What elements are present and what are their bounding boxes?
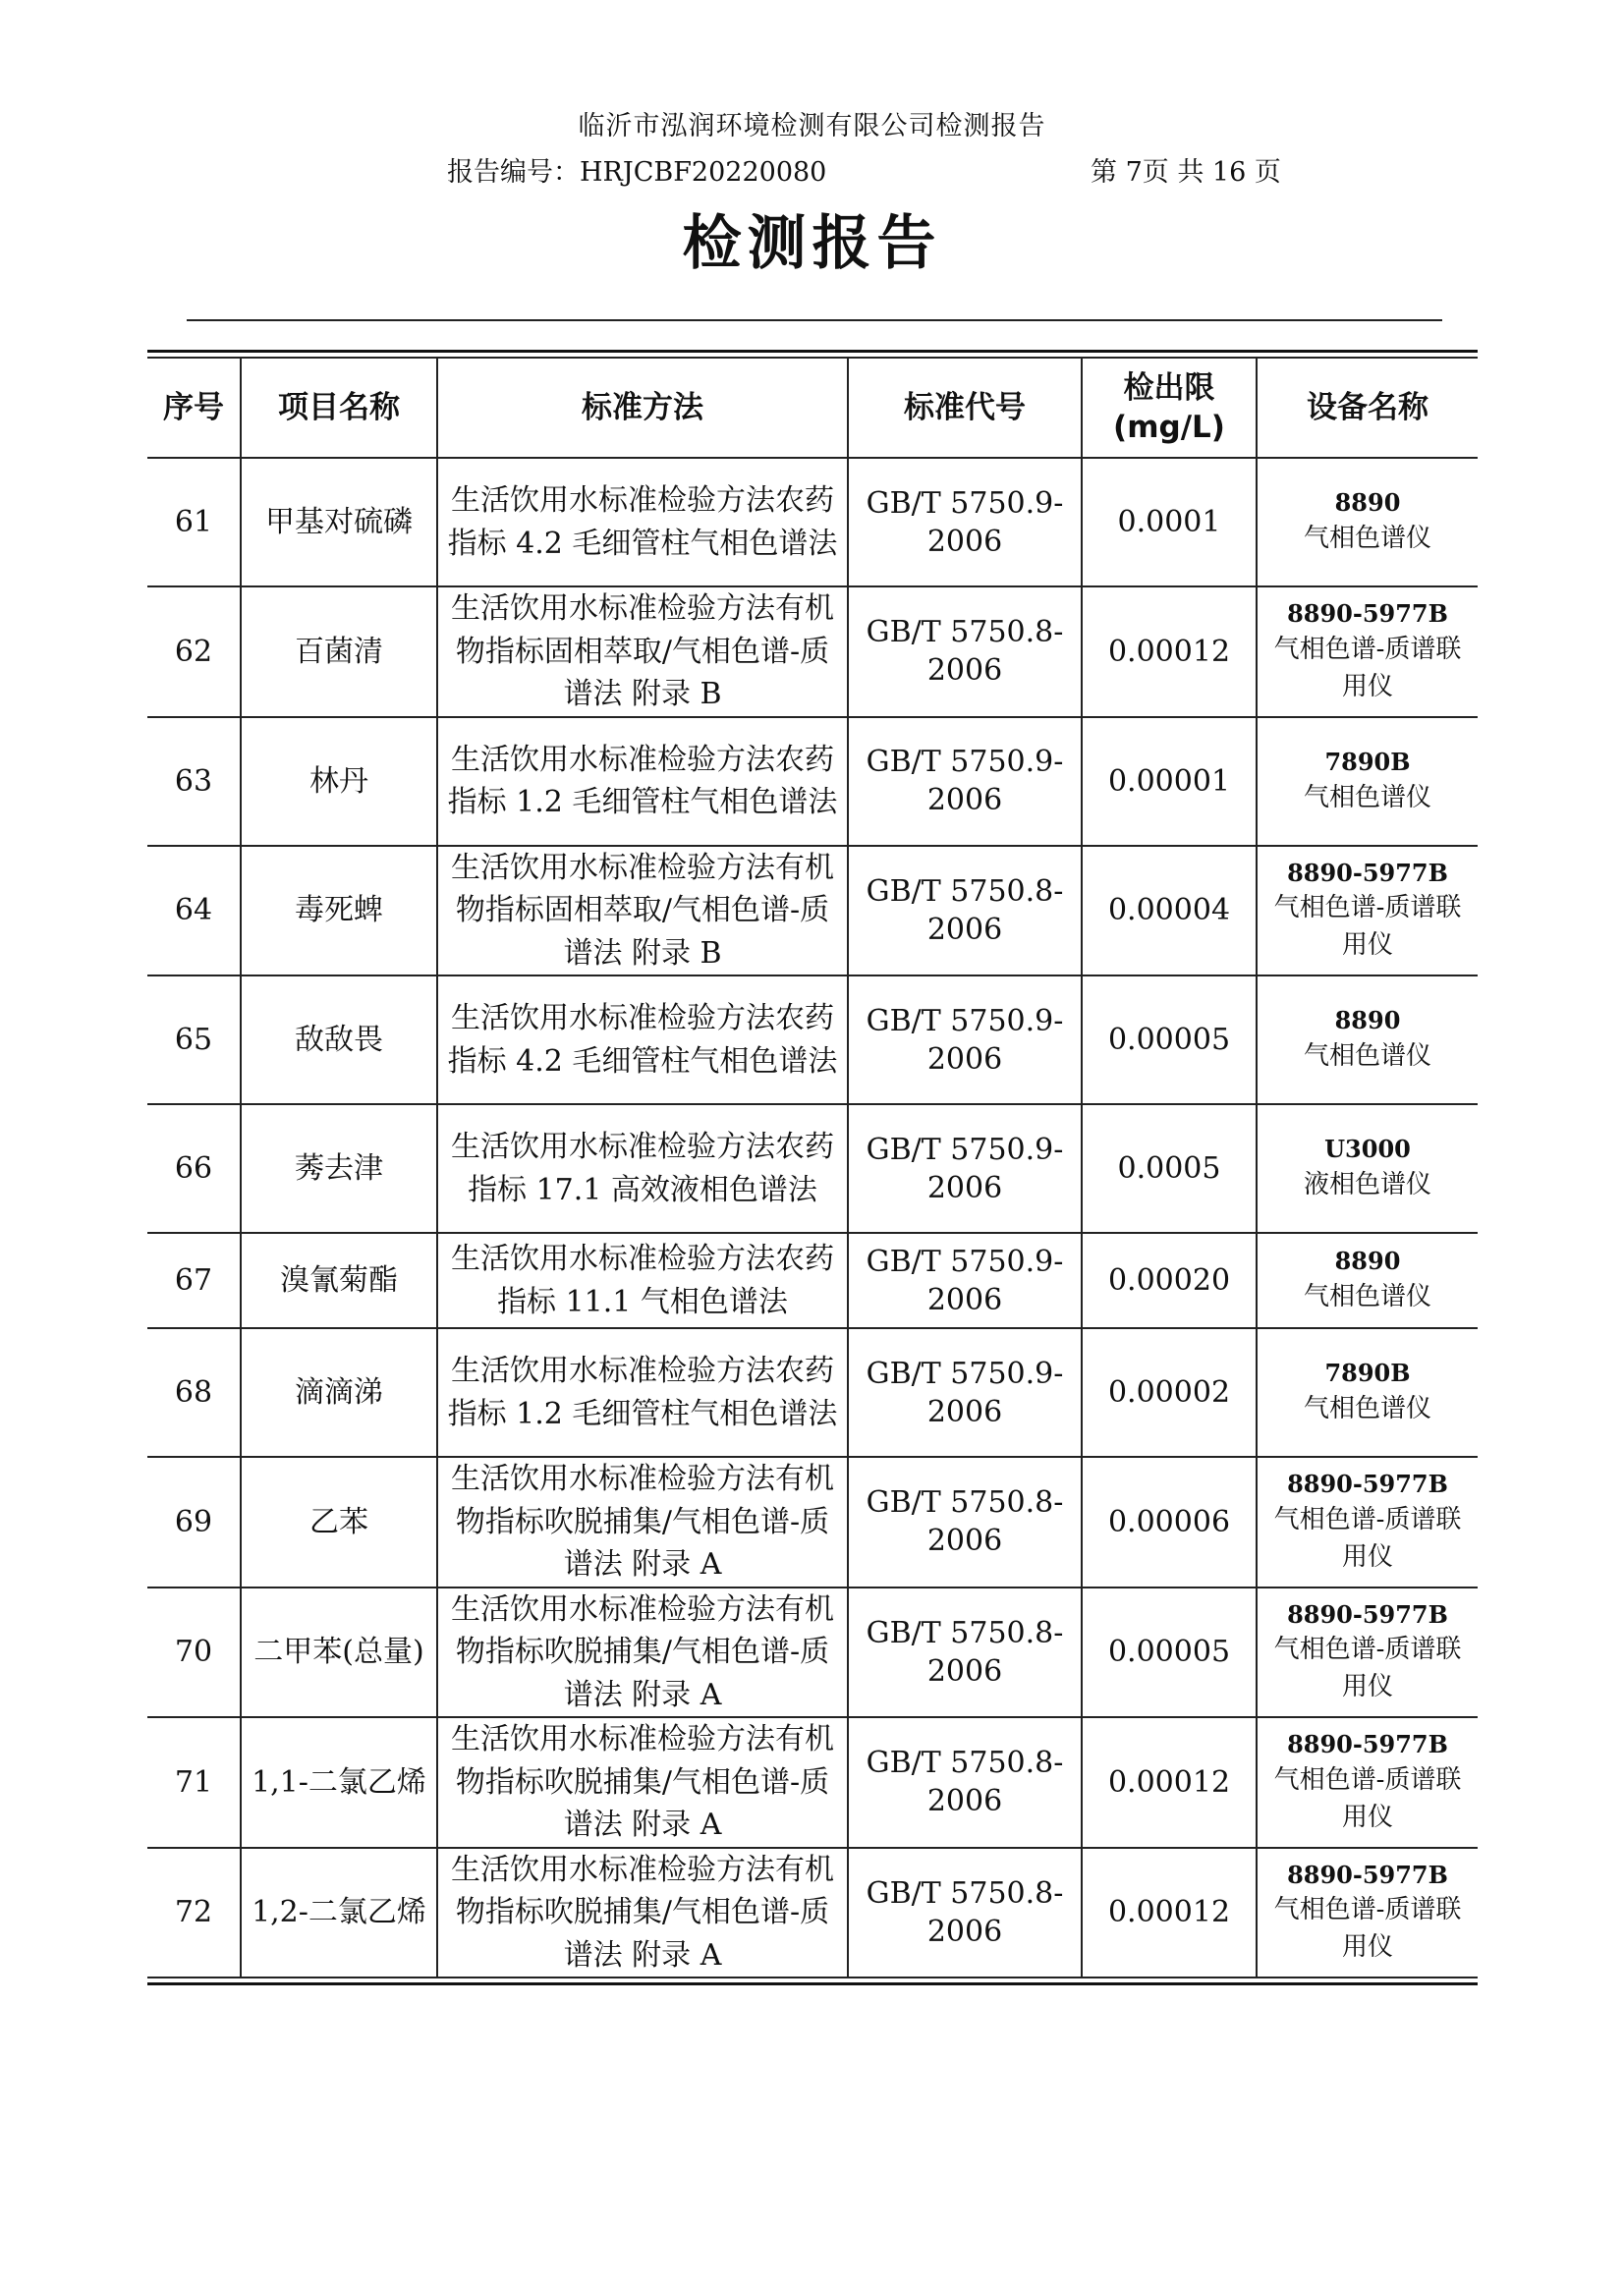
cell-item: 莠去津 (241, 1104, 437, 1233)
cell-limit: 0.00020 (1082, 1233, 1257, 1328)
cell-no: 66 (147, 1104, 241, 1233)
cell-code: GB/T 5750.8-2006 (848, 1457, 1082, 1588)
equipment-name: 气相色谱仪 (1303, 1282, 1431, 1312)
cell-limit: 0.00006 (1082, 1457, 1257, 1588)
cell-no: 69 (147, 1457, 241, 1588)
cell-code: GB/T 5750.9-2006 (848, 975, 1082, 1104)
cell-item: 1,2-二氯乙烯 (241, 1848, 437, 1978)
cell-item: 乙苯 (241, 1457, 437, 1588)
equipment-model: U3000 (1324, 1135, 1411, 1164)
cell-equipment (1257, 586, 1478, 717)
equipment-model: 8890-5977B (1287, 858, 1448, 887)
cell-code: GB/T 5750.8-2006 (848, 1588, 1082, 1718)
cell-no: 68 (147, 1328, 241, 1457)
equipment-model: 8890-5977B (1287, 1599, 1448, 1629)
cell-limit: 0.00004 (1082, 846, 1257, 976)
table-row (147, 1457, 1478, 1588)
cell-limit: 0.0001 (1082, 458, 1257, 586)
equipment-model: 7890B (1324, 747, 1411, 776)
cell-limit: 0.00005 (1082, 975, 1257, 1104)
cell-equipment (1257, 1457, 1478, 1588)
cell-method: 生活饮用水标准检验方法农药指标 11.1 气相色谱法 (437, 1233, 848, 1328)
cell-equipment (1257, 1233, 1478, 1328)
cell-item: 林丹 (241, 717, 437, 846)
equipment-name: 气相色谱仪 (1303, 1041, 1431, 1072)
cell-code: GB/T 5750.9-2006 (848, 1104, 1082, 1233)
cell-equipment (1257, 975, 1478, 1104)
table-row (147, 975, 1478, 1104)
cell-code: GB/T 5750.8-2006 (848, 1717, 1082, 1848)
cell-item: 1,1-二氯乙烯 (241, 1717, 437, 1848)
col-header-item: 项目名称 (241, 358, 437, 458)
cell-item: 毒死蜱 (241, 846, 437, 976)
table-header-row (147, 358, 1478, 458)
table-row (147, 1233, 1478, 1328)
cell-method: 生活饮用水标准检验方法农药指标 1.2 毛细管柱气相色谱法 (437, 717, 848, 846)
cell-item: 甲基对硫磷 (241, 458, 437, 586)
table-row (147, 1328, 1478, 1457)
cell-method: 生活饮用水标准检验方法有机物指标吹脱捕集/气相色谱-质谱法 附录 A (437, 1717, 848, 1848)
cell-equipment (1257, 458, 1478, 586)
cell-method: 生活饮用水标准检验方法有机物指标吹脱捕集/气相色谱-质谱法 附录 A (437, 1457, 848, 1588)
cell-equipment (1257, 1104, 1478, 1233)
equipment-name: 气相色谱仪 (1303, 524, 1431, 554)
equipment-model: 8890 (1334, 1247, 1401, 1276)
cell-method: 生活饮用水标准检验方法有机物指标固相萃取/气相色谱-质谱法 附录 B (437, 846, 848, 976)
equipment-model: 8890-5977B (1287, 599, 1448, 629)
cell-method: 生活饮用水标准检验方法农药指标 4.2 毛细管柱气相色谱法 (437, 458, 848, 586)
cell-equipment (1257, 1848, 1478, 1978)
col-header-limit: 检出限 (mg/L) (1082, 358, 1257, 458)
cell-equipment (1257, 846, 1478, 976)
equipment-model: 8890 (1334, 488, 1401, 518)
table-row (147, 458, 1478, 586)
table-row (147, 586, 1478, 717)
equipment-model: 8890-5977B (1287, 1860, 1448, 1889)
equipment-name: 气相色谱-质谱联用仪 (1273, 1764, 1462, 1832)
table-row (147, 1717, 1478, 1848)
cell-limit: 0.00012 (1082, 586, 1257, 717)
equipment-name: 气相色谱仪 (1303, 1394, 1431, 1424)
page-title: 检测报告 (682, 209, 942, 278)
cell-item: 敌敌畏 (241, 975, 437, 1104)
cell-method: 生活饮用水标准检验方法有机物指标吹脱捕集/气相色谱-质谱法 附录 A (437, 1588, 848, 1718)
cell-limit: 0.00012 (1082, 1848, 1257, 1978)
cell-limit: 0.00005 (1082, 1588, 1257, 1718)
cell-limit: 0.00012 (1082, 1717, 1257, 1848)
cell-code: GB/T 5750.9-2006 (848, 458, 1082, 586)
cell-no: 72 (147, 1848, 241, 1978)
cell-no: 65 (147, 975, 241, 1104)
cell-equipment (1257, 717, 1478, 846)
equipment-model: 7890B (1324, 1359, 1411, 1388)
cell-equipment (1257, 1328, 1478, 1457)
results-table-frame (147, 350, 1478, 1985)
col-header-no: 序号 (147, 358, 241, 458)
cell-no: 70 (147, 1588, 241, 1718)
table-row (147, 717, 1478, 846)
cell-method: 生活饮用水标准检验方法农药指标 1.2 毛细管柱气相色谱法 (437, 1328, 848, 1457)
table-row (147, 1588, 1478, 1718)
equipment-name: 气相色谱-质谱联用仪 (1273, 634, 1462, 701)
cell-limit: 0.00002 (1082, 1328, 1257, 1457)
page-indicator: 第 7页 共 16 页 (1091, 157, 1281, 188)
cell-no: 63 (147, 717, 241, 846)
cell-no: 62 (147, 586, 241, 717)
equipment-name: 气相色谱-质谱联用仪 (1273, 1895, 1462, 1963)
cell-limit: 0.00001 (1082, 717, 1257, 846)
cell-equipment (1257, 1588, 1478, 1718)
cell-no: 61 (147, 458, 241, 586)
equipment-name: 气相色谱仪 (1303, 782, 1431, 812)
cell-limit: 0.0005 (1082, 1104, 1257, 1233)
company-report-title: 临沂市泓润环境检测有限公司检测报告 (578, 111, 1046, 141)
cell-code: GB/T 5750.8-2006 (848, 846, 1082, 976)
cell-code: GB/T 5750.8-2006 (848, 586, 1082, 717)
equipment-name: 气相色谱-质谱联用仪 (1273, 893, 1462, 961)
cell-no: 67 (147, 1233, 241, 1328)
report-number: 报告编号：HRJCBF20220080 (447, 157, 827, 188)
equipment-model: 8890-5977B (1287, 1470, 1448, 1499)
cell-code: GB/T 5750.9-2006 (848, 1328, 1082, 1457)
col-header-method: 标准方法 (437, 358, 848, 458)
cell-no: 71 (147, 1717, 241, 1848)
cell-method: 生活饮用水标准检验方法农药指标 17.1 高效液相色谱法 (437, 1104, 848, 1233)
cell-item: 二甲苯(总量) (241, 1588, 437, 1718)
cell-code: GB/T 5750.8-2006 (848, 1848, 1082, 1978)
equipment-model: 8890 (1334, 1006, 1401, 1035)
table-row (147, 846, 1478, 976)
cell-code: GB/T 5750.9-2006 (848, 1233, 1082, 1328)
cell-method: 生活饮用水标准检验方法有机物指标固相萃取/气相色谱-质谱法 附录 B (437, 586, 848, 717)
col-header-code: 标准代号 (848, 358, 1082, 458)
cell-code: GB/T 5750.9-2006 (848, 717, 1082, 846)
cell-item: 滴滴涕 (241, 1328, 437, 1457)
equipment-name: 气相色谱-质谱联用仪 (1273, 1504, 1462, 1572)
equipment-model: 8890-5977B (1287, 1730, 1448, 1759)
cell-equipment (1257, 1717, 1478, 1848)
equipment-name: 气相色谱-质谱联用仪 (1273, 1635, 1462, 1702)
equipment-name: 液相色谱仪 (1303, 1170, 1431, 1200)
table-row (147, 1104, 1478, 1233)
cell-item: 百菌清 (241, 586, 437, 717)
cell-item: 溴氰菊酯 (241, 1233, 437, 1328)
results-table (147, 357, 1478, 1978)
cell-no: 64 (147, 846, 241, 976)
title-divider (187, 319, 1442, 321)
table-row (147, 1848, 1478, 1978)
cell-method: 生活饮用水标准检验方法农药指标 4.2 毛细管柱气相色谱法 (437, 975, 848, 1104)
col-header-equipment: 设备名称 (1257, 358, 1478, 458)
cell-method: 生活饮用水标准检验方法有机物指标吹脱捕集/气相色谱-质谱法 附录 A (437, 1848, 848, 1978)
